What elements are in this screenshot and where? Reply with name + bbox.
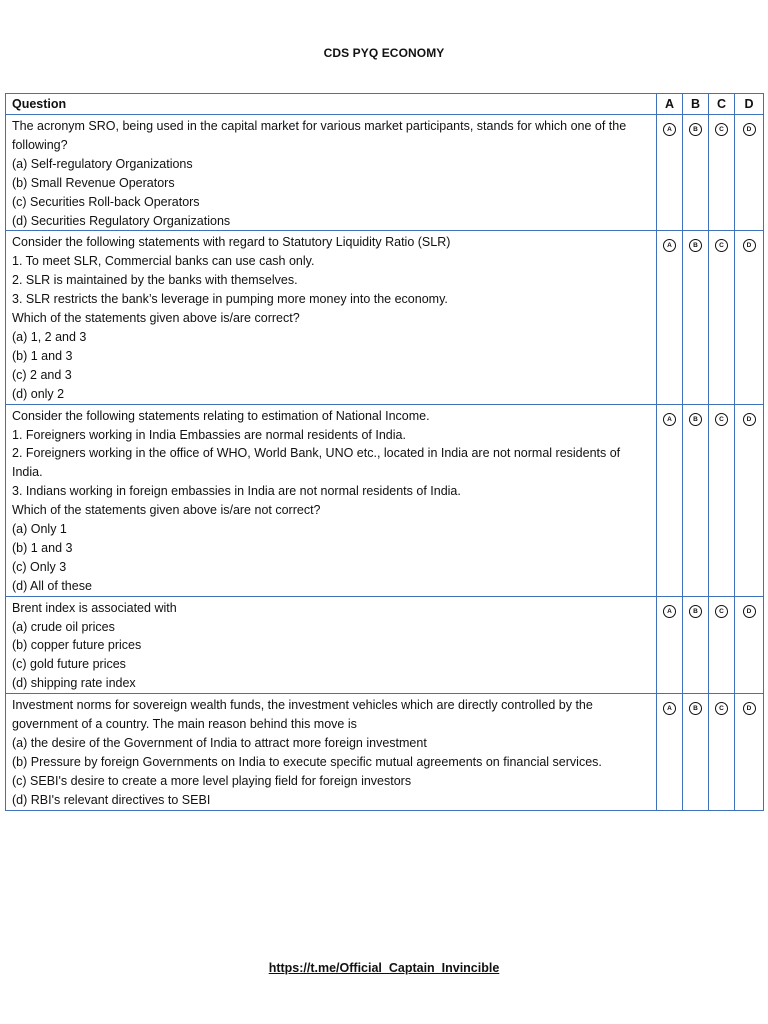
question-text [6,694,657,810]
option-cell [657,115,683,231]
question-row [6,115,764,231]
option-cell [735,231,764,404]
option-c-column-header: C [709,94,735,115]
option-cell [735,404,764,596]
option-cell [683,404,709,596]
answer-bubble-c[interactable]: C [715,605,728,618]
option-cell [683,115,709,231]
option-cell [709,231,735,404]
question-line: (d) All of these [12,578,92,593]
option-cell [683,231,709,404]
question-line: 3. Indians working in foreign embassies in India are not normal residents of India. [12,484,461,499]
answer-bubble-d[interactable]: D [743,239,756,252]
answer-bubble-c[interactable]: C [715,123,728,136]
option-cell [709,404,735,596]
answer-bubble-a[interactable]: A [663,239,676,252]
question-line: (d) shipping rate index [12,676,136,691]
answer-bubble-c[interactable]: C [715,702,728,715]
question-line: (b) Small Revenue Operators [12,175,175,190]
answer-bubble-d[interactable]: D [743,605,756,618]
answer-bubble-a[interactable]: A [663,605,676,618]
answer-bubble-a[interactable]: A [663,413,676,426]
question-line: (b) 1 and 3 [12,348,73,363]
option-d-column-header: D [735,94,764,115]
answer-bubble-b[interactable]: B [689,239,702,252]
question-column-header: Question [6,94,657,115]
question-line: 2. SLR is maintained by the banks with themselves. [12,273,298,288]
question-line: 3. SLR restricts the bank’s leverage in pumping more money into the economy. [12,292,448,307]
footer [0,961,768,975]
answer-bubble-c[interactable]: C [715,239,728,252]
question-line: The acronym SRO, being used in the capital market for various market participants, stands for which one of the following? [12,119,627,152]
question-line: (c) 2 and 3 [12,367,72,382]
question-line: (b) copper future prices [12,638,142,653]
answer-bubble-c[interactable]: C [715,413,728,426]
answer-bubble-b[interactable]: B [689,605,702,618]
answer-bubble-b[interactable]: B [689,702,702,715]
option-cell [657,694,683,810]
option-cell [657,231,683,404]
option-cell [709,694,735,810]
answer-bubble-d[interactable]: D [743,123,756,136]
telegram-link[interactable]: https://t.me/Official_Captain_Invincible [268,961,500,975]
question-row [6,694,764,810]
question-line: (b) Pressure by foreign Governments on India to execute specific mutual agreements on financial services. [12,754,602,769]
option-cell [657,596,683,694]
question-row [6,596,764,694]
question-line: Which of the statements given above is/are correct? [12,311,300,326]
answer-bubble-d[interactable]: D [743,702,756,715]
answer-bubble-b[interactable]: B [689,123,702,136]
question-text [6,596,657,694]
answer-bubble-a[interactable]: A [663,702,676,715]
option-cell [683,694,709,810]
answer-bubble-d[interactable]: D [743,413,756,426]
option-cell [709,596,735,694]
option-cell [709,115,735,231]
question-line: Consider the following statements relating to estimation of National Income. [12,408,430,423]
question-text [6,231,657,404]
option-cell [657,404,683,596]
question-line: (a) crude oil prices [12,619,115,634]
question-line: (b) 1 and 3 [12,540,73,555]
question-line: (a) the desire of the Government of India to attract more foreign investment [12,736,427,750]
question-row [6,404,764,596]
table-header-row [6,94,764,115]
question-line: Brent index is associated with [12,600,177,615]
question-row [6,231,764,404]
question-line: (c) gold future prices [12,657,126,672]
question-line: (a) Self-regulatory Organizations [12,156,193,171]
question-line: Which of the statements given above is/are not correct? [12,503,321,518]
question-line: (c) SEBI's desire to create a more level playing field for foreign investors [12,773,412,788]
question-text [6,115,657,231]
question-line: (a) Only 1 [12,522,67,537]
answer-bubble-a[interactable]: A [663,123,676,136]
question-line: (d) RBI's relevant directives to SEBI [12,792,211,807]
option-cell [735,115,764,231]
question-table [5,93,764,811]
question-line: 1. To meet SLR, Commercial banks can use cash only. [12,254,315,269]
question-line: (c) Only 3 [12,559,67,574]
option-a-column-header: A [657,94,683,115]
question-line: 2. Foreigners working in the office of WHO, World Bank, UNO etc., located in India are not normal residents of India. [12,446,621,480]
question-line: (a) 1, 2 and 3 [12,329,87,344]
question-line: (d) only 2 [12,386,65,401]
answer-bubble-b[interactable]: B [689,413,702,426]
question-line: 1. Foreigners working in India Embassies are normal residents of India. [12,427,406,442]
option-b-column-header: B [683,94,709,115]
option-cell [683,596,709,694]
question-line: (c) Securities Roll-back Operators [12,194,200,209]
question-line: (d) Securities Regulatory Organizations [12,213,231,228]
question-text [6,404,657,596]
question-line: Consider the following statements with regard to Statutory Liquidity Ratio (SLR) [12,235,451,250]
document-title: CDS PYQ ECONOMY [323,46,445,60]
option-cell [735,596,764,694]
option-cell [735,694,764,810]
question-line: Investment norms for sovereign wealth funds, the investment vehicles which are directly controlled by the government of a country. The main reason behind this move is [12,698,593,732]
